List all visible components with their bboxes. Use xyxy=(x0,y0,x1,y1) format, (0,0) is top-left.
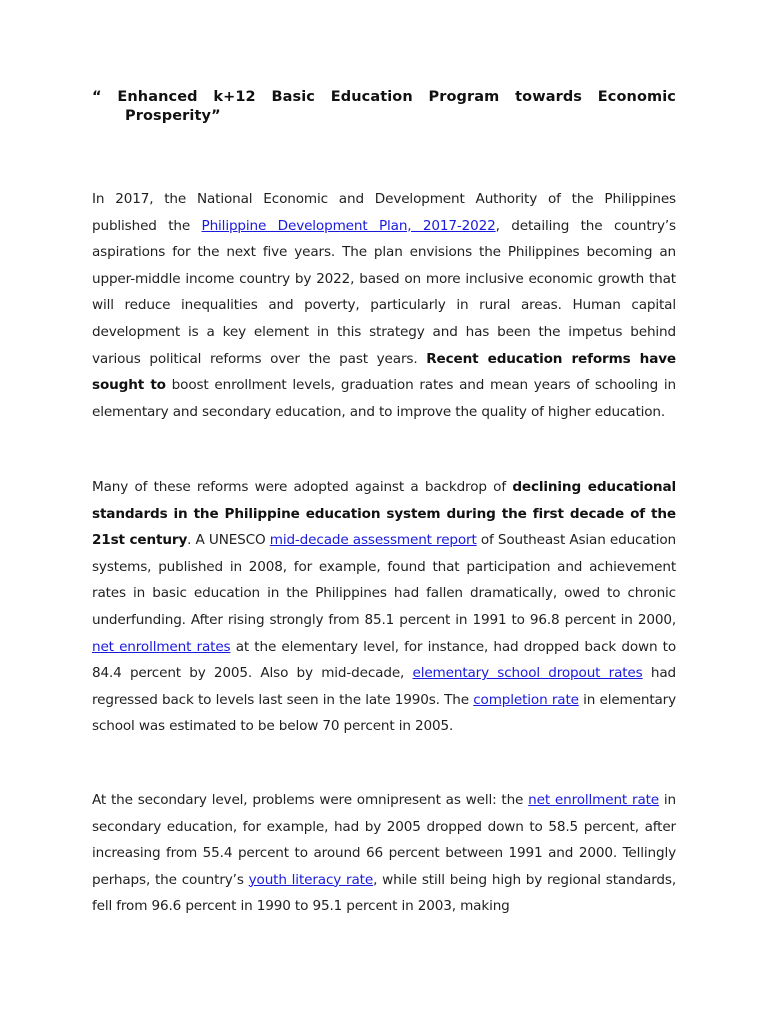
title-line-2: Prosperity” xyxy=(125,108,221,124)
text-run: Many of these reforms were adopted against a backdrop of xyxy=(92,479,513,495)
title-line-1: “ Enhanced k+12 Basic Education Program towards Economic xyxy=(92,89,676,105)
text-run: boost enrollment levels, graduation rates and mean years of schooling in elementary and secondary education, and to improve the quality of higher education. xyxy=(92,377,677,420)
link-net-enrollment-rates[interactable]: net enrollment rates xyxy=(92,638,231,655)
link-net-enrollment-rate-secondary[interactable]: net enrollment rate xyxy=(528,792,660,808)
text-run: of Southeast Asian education systems, published in 2008, for example, found that participation and achievement rates in basic education in the Philippines had fallen dramatically, owed to chronic underfunding. After rising strongly from 85.1 percent in 1991 to 96.8 percent in 2000, xyxy=(92,532,676,628)
document-title xyxy=(92,88,676,126)
paragraph-secondary-level xyxy=(92,787,676,920)
text-run: In 2017, the National Economic and Development Authority of the Philippines published the xyxy=(92,191,676,234)
paragraph-declining-standards xyxy=(92,474,676,740)
link-youth-literacy-rate[interactable]: youth literacy rate xyxy=(248,871,374,888)
text-run: in elementary school was estimated to be below 70 percent in 2005. xyxy=(92,691,677,735)
link-elementary-school-dropout-rates[interactable]: elementary school dropout rates xyxy=(412,665,643,682)
link-philippine-development-plan[interactable]: Philippine Development Plan, 2017-2022 xyxy=(201,217,496,234)
text-run: in secondary education, for example, had by 2005 dropped down to 58.5 percent, after increasing from 55.4 percent to around 66 percent between 1991 and 2000. Tellingly perhaps, the country’s xyxy=(92,792,676,888)
text-run: , while still being high by regional standards, fell from 96.6 percent in 1990 to 95.1 percent in 2003, making xyxy=(92,871,676,915)
text-run: , detailing the country’s aspirations for the next five years. The plan envisions the Philippines becoming an upper-middle income country by 2022, based on more inclusive economic growth that will reduce inequalities and poverty, particularly in rural areas. Human capital development is a key element in this strategy and has been the impetus behind various political reforms over the past years. xyxy=(92,217,676,367)
text-run: had regressed back to levels last seen in the late 1990s. The xyxy=(92,665,677,708)
text-run: . A UNESCO xyxy=(187,532,270,549)
text-run: at the elementary level, for instance, had dropped back down to 84.4 percent by 2005. Also by mid-decade, xyxy=(92,638,676,682)
bold-text-run: Recent education reforms have sought to xyxy=(92,350,677,394)
paragraph-development-plan xyxy=(92,186,676,425)
text-run: At the secondary level, problems were omnipresent as well: the xyxy=(92,792,529,808)
link-mid-decade-assessment-report[interactable]: mid-decade assessment report xyxy=(269,532,477,549)
bold-text-run: declining educational standards in the Philippine education system during the first decade of the 21st century xyxy=(92,479,676,549)
link-completion-rate[interactable]: completion rate xyxy=(473,691,579,708)
